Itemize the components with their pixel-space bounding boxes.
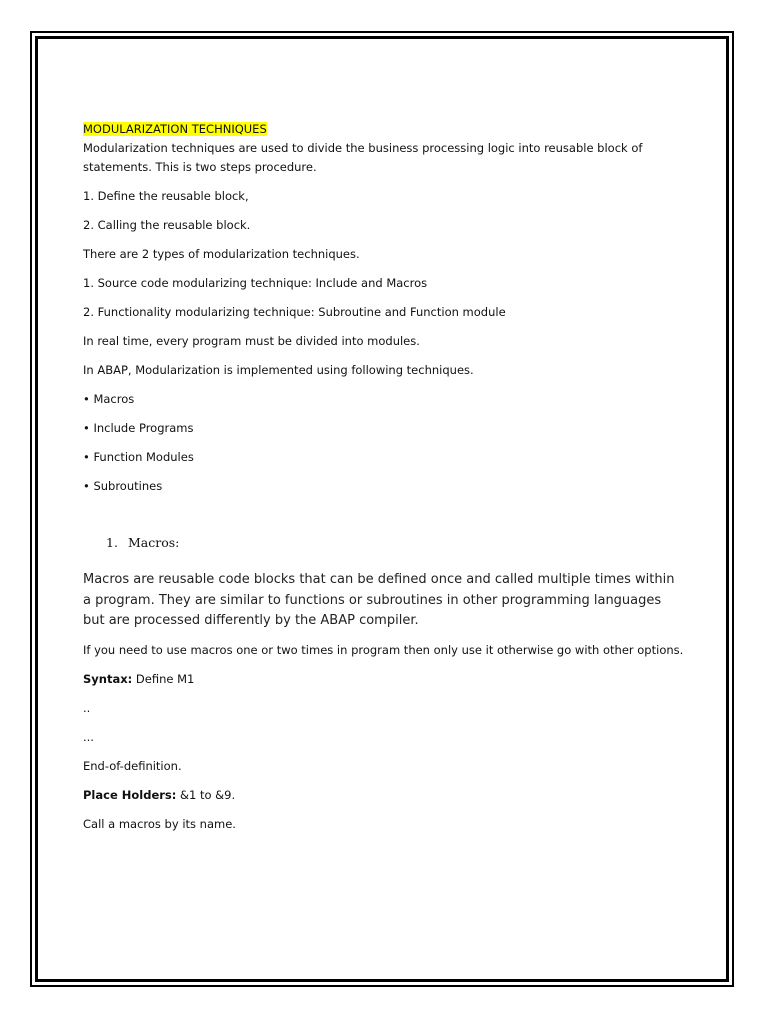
bullet-item: • Function Modules: [83, 450, 194, 464]
bullet-item: • Macros: [83, 392, 135, 406]
call-note: Call a macros by its name.: [83, 817, 236, 831]
end-of-definition: End-of-definition.: [83, 759, 182, 773]
syntax-continuation: ...: [83, 730, 94, 744]
type-1: 1. Source code modularizing technique: Include and Macros: [83, 276, 428, 290]
usage-note: If you need to use macros one or two times in program then only use it otherwise go with other options.: [83, 643, 684, 657]
bullet-item: • Subroutines: [83, 479, 163, 493]
macros-section-heading: [106, 535, 179, 550]
highlighted-heading: MODULARIZATION TECHNIQUES: [83, 122, 267, 136]
type-2: 2. Functionality modularizing technique: Subroutine and Function module: [83, 305, 506, 319]
section-heading: [83, 120, 683, 139]
step-2: 2. Calling the reusable block.: [83, 218, 251, 232]
abap-intro: In ABAP, Modularization is implemented using following techniques.: [83, 363, 474, 377]
syntax-value: Define M1: [132, 672, 195, 686]
placeholders-value: &1 to &9.: [176, 788, 236, 802]
intro-paragraph: Modularization techniques are used to divide the business processing logic into reusable block of statements. This is two steps procedure.: [83, 141, 643, 174]
document-body-top: [83, 120, 683, 506]
step-1: 1. Define the reusable block,: [83, 189, 249, 203]
section-title: Macros:: [128, 535, 180, 550]
types-intro: There are 2 types of modularization techniques.: [83, 247, 360, 261]
section-number: 1.: [106, 535, 118, 550]
syntax-continuation: ..: [83, 701, 91, 715]
placeholders-line: [83, 786, 723, 805]
syntax-line: [83, 670, 723, 689]
syntax-label: Syntax:: [83, 672, 133, 686]
document-body-bottom: [83, 641, 723, 844]
placeholders-label: Place Holders:: [83, 788, 177, 802]
macros-description: Macros are reusable code blocks that can be defined once and called multiple times within a program. They are similar to functions or subroutines in other programming languages but are processed differently by the ABAP compiler.: [83, 572, 675, 628]
realtime-note: In real time, every program must be divided into modules.: [83, 334, 420, 348]
bullet-item: • Include Programs: [83, 421, 194, 435]
